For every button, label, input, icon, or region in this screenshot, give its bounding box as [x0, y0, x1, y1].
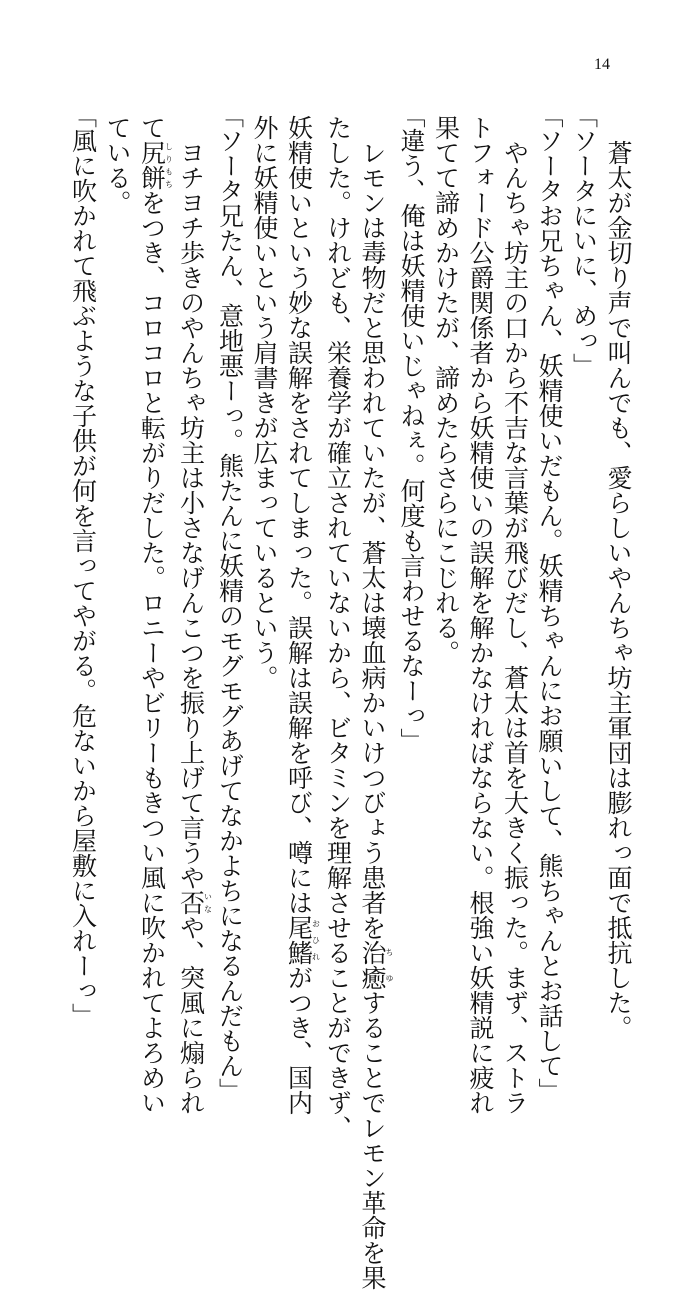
furigana-reading: ちゆ — [385, 940, 394, 990]
furigana-word: 尾鰭おひれ — [284, 915, 321, 965]
text-line: 「ソータお兄ちゃん、妖精使いだもん。妖精ちゃんにお願いして、熊ちゃんとお話して」 — [535, 103, 564, 1103]
body-text — [65, 103, 635, 1290]
text-line: ている。 — [103, 115, 132, 215]
furigana-word: 否いな — [176, 890, 213, 915]
text-line: トフォード公爵関係者から妖精使いの誤解を解かなければならない。根強い妖精説に疲れ — [466, 115, 495, 1115]
page-number: 14 — [594, 56, 610, 73]
furigana-word: 尻餅しりもち — [137, 140, 174, 190]
furigana-reading: おひれ — [311, 915, 321, 965]
text-line: たした。けれども、栄養学が確立されていないから、ビタミンを理解させることができず、 — [323, 115, 353, 1140]
text-line: ヨチヨチ歩きのやんちゃ坊主は小さなげんこつを振り上げて言うや否いなや、突風に煽られ — [176, 115, 213, 1115]
text-line: 外に妖精使いという肩書きが広まっているという。 — [250, 115, 279, 690]
text-line: やんちゃ坊主の口から不吉な言葉が飛びだし、蒼太は首を大きく振った。まず、ストラ — [500, 115, 530, 1115]
text-line: 「風に吹かれて飛ぶような子供が何を言ってやがる。危ないから屋敷に入れーっ」 — [68, 103, 98, 1028]
furigana-reading: いな — [203, 890, 213, 915]
text-line: 「ソータ兄たん、意地悪ーっ。熊たんに妖精のモグモグあげてなかよちになるんだもん」 — [215, 103, 245, 1103]
furigana-word: 治癒ちゆ — [358, 940, 394, 990]
text-line: て尻餅しりもちをつき、コロコロと転がりだした。ロニーやビリーもきつい風に吹かれてよろめい — [137, 115, 174, 1115]
text-line: 蒼太が金切り声で叫んでも、愛らしいやんちゃ坊主軍団は膨れっ面で抵抗した。 — [604, 115, 633, 1040]
text-line: レモンは毒物だと思われていたが、蒼太は壊血病かいけつびょう患者を治癒ちゆすることでレモン革命を果 — [358, 115, 394, 1290]
text-line: 「ソータにいに、めっ」 — [569, 103, 599, 378]
text-line: 「違う、俺は妖精使いじゃねぇ。何度も言わせるなーっ」 — [397, 103, 426, 753]
furigana-reading: しりもち — [164, 140, 174, 190]
text-line: 果てて諦めかけたが、諦めたらさらにこじれる。 — [431, 115, 461, 665]
text-line: 妖精使いという妙な誤解をされてしまった。誤解は誤解を呼び、噂には尾鰭おひれがつき、国内 — [284, 115, 321, 1115]
